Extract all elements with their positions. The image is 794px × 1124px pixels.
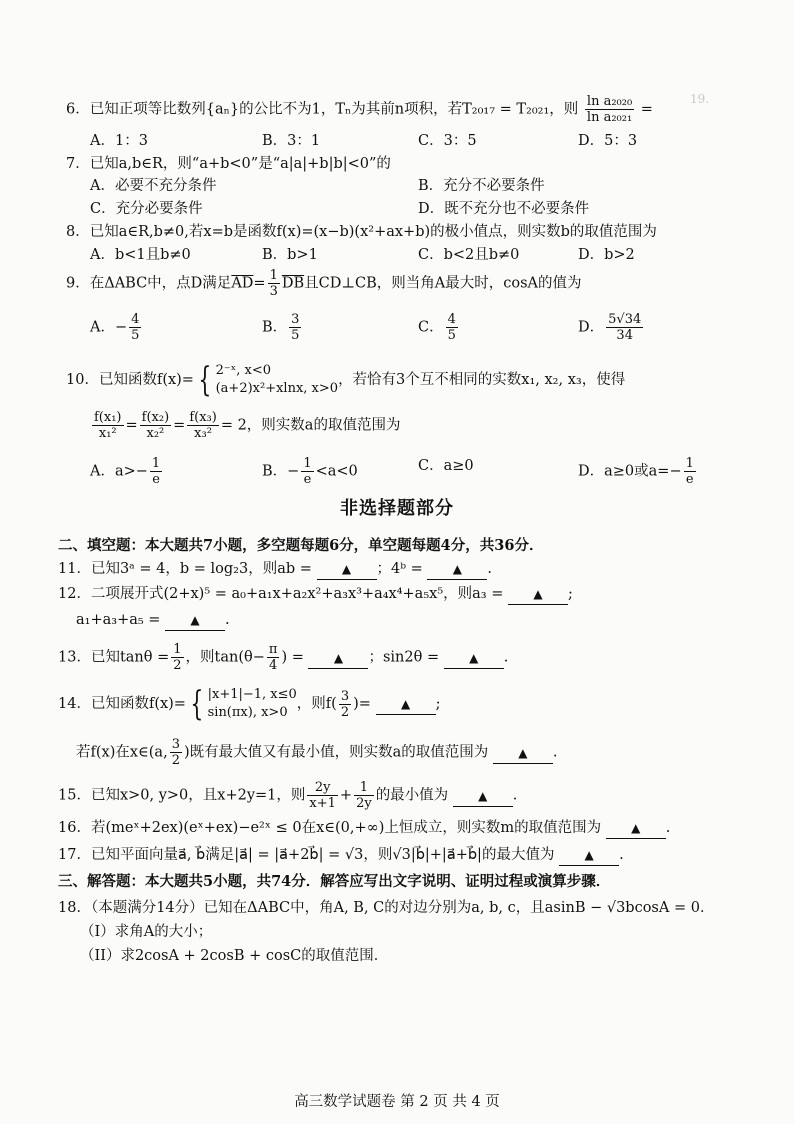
question-14: 14．已知函数f(x)= { |x+1|−1, x≤0 sin(πx), x>0 ，则f( $\frac{3}{2}$ )= ▲ ; bbox=[58, 684, 441, 724]
question-13: 13．已知tanθ = $\frac{1}{2}$ ，则tan(θ− $\frac{\pi}{4}$ ) = ▲ ；sin2θ = ▲ . bbox=[58, 642, 509, 673]
q9-option-d: D． $\frac{5√34}{34}$ bbox=[578, 312, 642, 343]
answer-blank[interactable]: ▲ bbox=[317, 559, 377, 580]
page-footer: 高三数学试题卷 第 2 页 共 4 页 bbox=[294, 1094, 500, 1110]
part-3-heading: 三、解答题：本大题共5小题，共74分．解答应写出文字说明、证明过程或演算步骤． bbox=[58, 873, 611, 890]
part-2-heading: 二、填空题：本大题共7小题，多空题每题6分，单空题每题4分，共36分． bbox=[58, 537, 544, 554]
q7-option-a: A．必要不充分条件 bbox=[90, 178, 217, 194]
question-15: 15．已知x>0, y>0，且x+2y=1，则 $\frac{2y}{x+1}$ + $\frac{1}{2y}$ 的最小值为 ▲ . bbox=[58, 780, 518, 811]
answer-blank[interactable]: ▲ bbox=[559, 845, 619, 866]
question-12-line2: a₁+a₃+a₅ = ▲ . bbox=[76, 610, 230, 631]
question-12: 12．二项展开式(2+x)⁵ = a₀+a₁x+a₂x²+a₃x³+a₄x⁴+a₅x⁵，则a₃ = ▲ ; bbox=[58, 584, 573, 605]
bleed-through-text: 19. bbox=[690, 92, 710, 106]
piecewise-cases: 2⁻ˣ, x<0 (a+2)x²+xlnx, x>0 bbox=[215, 363, 339, 396]
q6-option-a: A．1：3 bbox=[90, 133, 148, 149]
answer-blank[interactable]: ▲ bbox=[606, 818, 666, 839]
answer-blank[interactable]: ▲ bbox=[453, 786, 513, 807]
question-18: 18．（本题满分14分）已知在ΔABC中，角A, B, C的对边分别为a, b, c，且asinB − √3bcosA = 0． bbox=[58, 900, 715, 916]
q8-option-b: B．b>1 bbox=[262, 247, 318, 263]
question-7: 7．已知a,b∈R，则“a+b<0”是“a|a|+b|b|<0”的 bbox=[66, 156, 391, 172]
q7-option-b: B．充分不必要条件 bbox=[418, 178, 545, 194]
q6-option-b: B．3：1 bbox=[262, 133, 321, 149]
q10-option-b: B．− $\frac{1}{e}$ <a<0 bbox=[262, 456, 358, 487]
answer-blank[interactable]: ▲ bbox=[444, 648, 504, 669]
answer-blank[interactable]: ▲ bbox=[308, 648, 368, 669]
q7-option-c: C．充分必要条件 bbox=[90, 201, 203, 217]
question-14-line2: 若f(x)在x∈(a, $\frac{3}{2}$ )既有最大值又有最小值，则实数a的取值范围为 ▲ . bbox=[76, 737, 558, 768]
answer-blank[interactable]: ▲ bbox=[376, 694, 436, 715]
q10-option-a: A．a>− $\frac{1}{e}$ bbox=[90, 456, 161, 487]
question-10: 10．已知函数f(x)= { 2⁻ˣ, x<0 (a+2)x²+xlnx, x>0 ，若恰有3个互不相同的实数x₁, x₂, x₃，使得 bbox=[66, 360, 626, 400]
q7-option-d: D．既不充分也不必要条件 bbox=[418, 201, 590, 217]
question-18-part-1: （I）求角A的大小； bbox=[80, 924, 213, 940]
q10-option-d: D．a≥0或a=− $\frac{1}{e}$ bbox=[578, 456, 694, 487]
q6-option-d: D．5：3 bbox=[578, 133, 638, 149]
question-9: 9．在ΔABC中，点D满足$\overline{AD}=$ $\frac{1}{3}$ $\overline{DB}$且CD⊥CB，则当角A最大时，cosA的值为 bbox=[66, 268, 582, 299]
ratio-fraction: $\frac{\text{ln a₂₀₂₀}}{\text{ln a₂₀₂₁}}$ bbox=[586, 94, 633, 125]
question-6: 6．已知正项等比数列{aₙ}的公比不为1，Tₙ为其前n项积，若T₂₀₁₇ = T₂₀₂₁，则 $\frac{\text{ln a₂₀₂₀}}{\text{ln a₂₀₂₁}}$ = bbox=[66, 94, 653, 125]
q9-option-a: A．− $\frac{4}{5}$ bbox=[90, 312, 140, 343]
question-16: 16．若(meˣ+2ex)(eˣ+ex)−e²ˣ ≤ 0在x∈(0,+∞)上恒成立，则实数m的取值范围为 ▲ . bbox=[58, 818, 670, 839]
q9-option-c: C． $\frac{4}{5}$ bbox=[418, 312, 456, 343]
q9-option-b: B． $\frac{3}{5}$ bbox=[262, 312, 300, 343]
q10-ratio-equation: $\frac{\text{f(x₁)}}{\text{x₁²}}$ = $\frac{\text{f(x₂)}}{\text{x₂²}}$ = $\frac{\text{f(x₃)}}{\text{x₃²}}$ = 2，则实数a的取值范围为 bbox=[94, 410, 401, 441]
question-11: 11．已知3ᵃ = 4，b = log₂3，则ab = ▲ ；4ᵇ = ▲ . bbox=[58, 559, 492, 580]
answer-blank[interactable]: ▲ bbox=[165, 610, 225, 631]
question-17: 17．已知平面向量a⃗, b⃗满足|a⃗| = |a⃗+2b⃗| = √3，则√3|b⃗|+|a⃗+b⃗|的最大值为 ▲ . bbox=[58, 845, 624, 866]
question-18-part-2: （II）求2cosA + 2cosB + cosC的取值范围． bbox=[80, 948, 389, 964]
q10-option-c: C．a≥0 bbox=[418, 458, 474, 474]
section-title: 非选择题部分 bbox=[340, 498, 454, 519]
question-8: 8．已知a∈R,b≠0,若x=b是函数f(x)=(x−b)(x²+ax+b)的极小值点，则实数b的取值范围为 bbox=[66, 224, 657, 240]
q6-option-c: C．3：5 bbox=[418, 133, 477, 149]
answer-blank[interactable]: ▲ bbox=[427, 559, 487, 580]
one-third-fraction: $\frac{1}{3}$ bbox=[269, 268, 278, 299]
answer-blank[interactable]: ▲ bbox=[493, 743, 553, 764]
q8-option-c: C．b<2且b≠0 bbox=[418, 247, 520, 263]
answer-blank[interactable]: ▲ bbox=[508, 584, 568, 605]
q8-option-a: A．b<1且b≠0 bbox=[90, 247, 191, 263]
q8-option-d: D．b>2 bbox=[578, 247, 635, 263]
